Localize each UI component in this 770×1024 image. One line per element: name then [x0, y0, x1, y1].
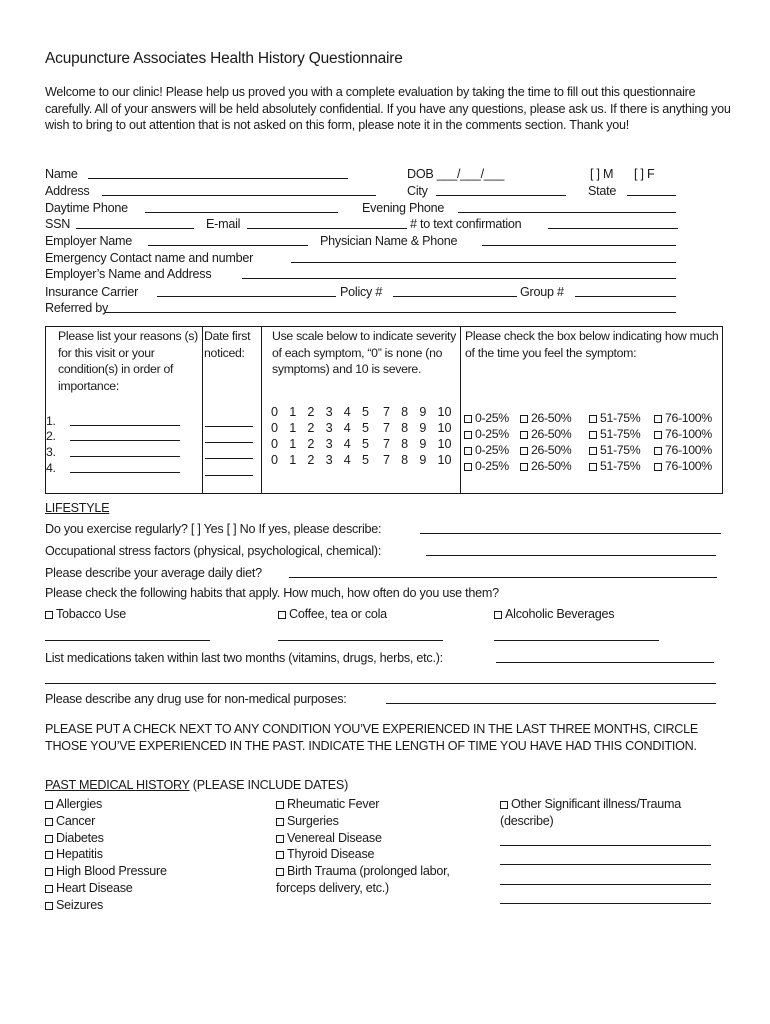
checkbox-icon[interactable]: [464, 447, 472, 455]
condition-option[interactable]: [276, 830, 382, 847]
severity-value[interactable]: 3: [325, 453, 333, 467]
email-label: E-mail: [206, 217, 241, 231]
state-field[interactable]: [627, 195, 676, 196]
frequency-option[interactable]: [464, 411, 509, 425]
condition-label: Hepatitis: [56, 847, 103, 862]
coffee-option[interactable]: [278, 606, 387, 623]
sex-female-option[interactable]: [ ] F: [634, 167, 655, 181]
severity-value[interactable]: 2: [307, 421, 315, 435]
symptom-table: [45, 326, 723, 494]
frequency-option[interactable]: [520, 459, 571, 473]
frequency-option[interactable]: [589, 459, 640, 473]
date-field-2[interactable]: [205, 442, 253, 443]
checkbox-icon[interactable]: [276, 801, 284, 809]
severity-value[interactable]: 7: [382, 453, 390, 467]
evening-phone-label: Evening Phone: [362, 201, 445, 215]
checkbox-icon[interactable]: [278, 611, 286, 619]
checkbox-icon[interactable]: [45, 611, 53, 619]
stress-label: Occupational stress factors (physical, psychological, chemical):: [45, 544, 382, 558]
severity-value[interactable]: 5: [361, 453, 369, 467]
checkbox-icon[interactable]: [45, 818, 53, 826]
emergency-contact-label: Emergency Contact name and number: [45, 251, 254, 265]
city-field[interactable]: [436, 195, 566, 196]
condition-option[interactable]: [45, 863, 167, 880]
severity-value[interactable]: 0: [271, 405, 279, 419]
condition-option[interactable]: [45, 830, 104, 847]
frequency-option[interactable]: [654, 443, 712, 457]
birth-trauma-continued: forceps delivery, etc.): [276, 881, 389, 895]
name-label: Name: [45, 167, 78, 181]
row-number-3: 3.: [46, 445, 56, 459]
condition-label: Seizures: [56, 897, 103, 912]
frequency-label: 76-100%: [665, 459, 712, 473]
checkbox-icon[interactable]: [45, 835, 53, 843]
tobacco-field[interactable]: [45, 640, 210, 641]
checkbox-icon[interactable]: [464, 415, 472, 423]
address-label: Address: [45, 184, 90, 198]
condition-label: Venereal Disease: [287, 830, 382, 845]
checkbox-icon[interactable]: [45, 801, 53, 809]
drug-use-field[interactable]: [386, 703, 716, 704]
condition-option[interactable]: [276, 846, 374, 863]
checkbox-icon[interactable]: [654, 463, 662, 471]
condition-option[interactable]: [45, 813, 95, 830]
date-field-1[interactable]: [205, 426, 253, 427]
frequency-option[interactable]: [520, 427, 571, 441]
frequency-label: 26-50%: [531, 411, 572, 425]
group-label: Group #: [520, 285, 564, 299]
reason-field-2[interactable]: [70, 440, 180, 441]
date-header: Date first noticed:: [204, 329, 251, 360]
frequency-label: 0-25%: [475, 459, 509, 473]
severity-value[interactable]: 10: [437, 405, 452, 419]
address-field[interactable]: [102, 195, 376, 196]
evening-phone-field[interactable]: [458, 212, 676, 213]
checkbox-icon[interactable]: [520, 447, 528, 455]
frequency-option[interactable]: [464, 443, 509, 457]
frequency-option[interactable]: [589, 427, 640, 441]
severity-value[interactable]: 8: [401, 421, 409, 435]
daytime-phone-field[interactable]: [145, 212, 338, 213]
frequency-option[interactable]: [464, 427, 509, 441]
checkbox-icon[interactable]: [276, 868, 284, 876]
severity-value[interactable]: 2: [307, 437, 315, 451]
row-number-4: 4.: [46, 461, 56, 475]
condition-option[interactable]: [276, 813, 339, 830]
emergency-contact-field[interactable]: [291, 262, 676, 263]
severity-scale-row[interactable]: [271, 437, 456, 451]
reason-field-3[interactable]: [70, 456, 180, 457]
ssn-label: SSN: [45, 217, 71, 231]
condition-label: Thyroid Disease: [287, 847, 375, 862]
severity-scale-row[interactable]: [271, 453, 456, 467]
page-title: Acupuncture Associates Health History Questionnaire: [45, 50, 403, 67]
date-field-3[interactable]: [205, 458, 253, 459]
condition-option[interactable]: [45, 846, 103, 863]
alcohol-option[interactable]: [494, 606, 614, 623]
instructions: PLEASE PUT A CHECK NEXT TO ANY CONDITION YOU’VE EXPERIENCED IN THE LAST THREE MONTHS, CIRCLE THOSE YOU’VE EXPERIENCED IN THE PAST. INDICATE THE LENGTH OF TIME YOU HAVE HAD THIS CONDITION.: [45, 722, 699, 753]
sex-male-option[interactable]: [ ] M: [590, 167, 614, 181]
severity-value[interactable]: 9: [419, 453, 427, 467]
medications-label: List medications taken within last two months (vitamins, drugs, herbs, etc.):: [45, 651, 443, 665]
history-heading-suffix: (PLEASE INCLUDE DATES): [189, 778, 349, 792]
severity-value[interactable]: 9: [419, 421, 427, 435]
severity-value[interactable]: 4: [343, 421, 351, 435]
frequency-label: 51-75%: [600, 443, 641, 457]
condition-label: Rheumatic Fever: [287, 797, 380, 811]
condition-option[interactable]: [276, 863, 450, 880]
reason-field-4[interactable]: [70, 472, 180, 473]
condition-label: Birth Trauma (prolonged labor,: [287, 864, 450, 879]
severity-value[interactable]: 0: [271, 421, 279, 435]
diet-field[interactable]: [289, 577, 717, 578]
severity-value[interactable]: 7: [382, 421, 390, 435]
severity-value[interactable]: 7: [382, 405, 390, 419]
frequency-label: 76-100%: [665, 411, 712, 425]
checkbox-icon[interactable]: [45, 902, 53, 910]
severity-value[interactable]: 8: [401, 405, 409, 419]
other-illness-label: Other Significant illness/Trauma: [511, 797, 682, 811]
other-field-3[interactable]: [500, 884, 711, 885]
condition-option[interactable]: [45, 796, 102, 813]
physician-field[interactable]: [482, 245, 676, 246]
frequency-option[interactable]: [654, 459, 712, 473]
condition-label: High Blood Pressure: [56, 864, 167, 879]
employer-address-field[interactable]: [242, 278, 676, 279]
ssn-field[interactable]: [76, 228, 194, 229]
severity-value[interactable]: 10: [437, 453, 452, 467]
checkbox-icon[interactable]: [520, 463, 528, 471]
condition-option[interactable]: [45, 880, 133, 897]
checkbox-icon[interactable]: [500, 801, 508, 809]
frequency-label: 51-75%: [600, 427, 641, 441]
drug-use-label: Please describe any drug use for non-medical purposes:: [45, 692, 347, 706]
condition-label: Allergies: [56, 797, 103, 811]
frequency-label: 0-25%: [475, 427, 509, 441]
name-field[interactable]: [88, 178, 348, 179]
checkbox-icon[interactable]: [276, 835, 284, 843]
stress-field[interactable]: [426, 555, 716, 556]
date-field-4[interactable]: [205, 475, 253, 476]
state-label: State: [588, 184, 617, 198]
coffee-label: Coffee, tea or cola: [289, 607, 387, 621]
physician-label: Physician Name & Phone: [320, 234, 458, 248]
insurance-label: Insurance Carrier: [45, 285, 139, 299]
frequency-option[interactable]: [464, 459, 509, 473]
frequency-label: 0-25%: [475, 411, 509, 425]
severity-value[interactable]: 5: [361, 405, 369, 419]
severity-value[interactable]: 0: [271, 437, 279, 451]
severity-value[interactable]: 2: [307, 453, 315, 467]
coffee-field[interactable]: [278, 640, 443, 641]
frequency-label: 76-100%: [665, 443, 712, 457]
checkbox-icon[interactable]: [520, 415, 528, 423]
severity-value[interactable]: 1: [289, 421, 297, 435]
condition-label: Cancer: [56, 813, 96, 828]
email-field[interactable]: [247, 228, 407, 229]
other-describe-label: (describe): [500, 814, 554, 828]
severity-value[interactable]: 4: [343, 453, 351, 467]
checkbox-icon[interactable]: [589, 447, 597, 455]
dob-label: DOB ___/___/___: [407, 167, 505, 181]
checkbox-icon[interactable]: [45, 885, 53, 893]
checkbox-icon[interactable]: [464, 463, 472, 471]
checkbox-icon[interactable]: [45, 851, 53, 859]
lifestyle-heading: LIFESTYLE: [45, 501, 110, 515]
tobacco-label: Tobacco Use: [56, 607, 127, 621]
row-number-2: 2.: [46, 429, 56, 443]
severity-value[interactable]: 9: [419, 437, 427, 451]
group-field[interactable]: [575, 296, 676, 297]
severity-value[interactable]: 10: [437, 421, 452, 435]
severity-value[interactable]: 0: [271, 453, 279, 467]
condition-label: Heart Disease: [56, 881, 133, 895]
checkbox-icon[interactable]: [589, 463, 597, 471]
text-confirm-field[interactable]: [548, 228, 678, 229]
frequency-label: 0-25%: [475, 443, 509, 457]
severity-value[interactable]: 5: [361, 421, 369, 435]
medications-field-2[interactable]: [45, 683, 716, 684]
exercise-label: Do you exercise regularly? [ ] Yes [ ] No If yes, please describe:: [45, 522, 382, 536]
checkbox-icon[interactable]: [654, 415, 662, 423]
policy-field[interactable]: [393, 296, 517, 297]
employer-name-label: Employer Name: [45, 234, 133, 248]
frequency-option[interactable]: [589, 443, 640, 457]
frequency-label: 76-100%: [665, 427, 712, 441]
daytime-phone-label: Daytime Phone: [45, 201, 128, 215]
employer-name-field[interactable]: [148, 245, 308, 246]
severity-value[interactable]: 4: [343, 405, 351, 419]
severity-value[interactable]: 1: [289, 453, 297, 467]
frequency-option[interactable]: [654, 427, 712, 441]
frequency-option[interactable]: [589, 411, 640, 425]
tobacco-option[interactable]: [45, 606, 126, 623]
severity-value[interactable]: 8: [401, 453, 409, 467]
checkbox-icon[interactable]: [276, 851, 284, 859]
history-heading: [45, 777, 348, 794]
city-label: City: [407, 184, 428, 198]
condition-label: Surgeries: [287, 813, 339, 828]
severity-value[interactable]: 1: [289, 405, 297, 419]
alcohol-field[interactable]: [494, 640, 659, 641]
severity-value[interactable]: 10: [437, 437, 452, 451]
checkbox-icon[interactable]: [654, 447, 662, 455]
severity-value[interactable]: 1: [289, 437, 297, 451]
severity-value[interactable]: 8: [401, 437, 409, 451]
habits-label: Please check the following habits that apply. How much, how often do you use them?: [45, 586, 499, 600]
checkbox-icon[interactable]: [494, 611, 502, 619]
exercise-field[interactable]: [420, 533, 721, 534]
row-number-1: 1.: [46, 414, 56, 428]
other-field-4[interactable]: [500, 903, 711, 904]
condition-option[interactable]: [45, 897, 103, 914]
reasons-header: Please list your reasons (s) for this visit or your condition(s) in order of importance:: [58, 329, 198, 393]
policy-label: Policy #: [340, 285, 383, 299]
frequency-label: 26-50%: [531, 427, 572, 441]
severity-value[interactable]: 3: [325, 421, 333, 435]
checkbox-icon[interactable]: [589, 431, 597, 439]
severity-scale-row[interactable]: [271, 421, 456, 435]
frequency-label: 51-75%: [600, 411, 641, 425]
severity-value[interactable]: 3: [325, 405, 333, 419]
frequency-header: Please check the box below indicating how much of the time you feel the symptom:: [465, 329, 719, 360]
other-illness-option[interactable]: [500, 796, 681, 813]
table-divider: [460, 327, 461, 493]
reason-field-1[interactable]: [70, 425, 180, 426]
severity-value[interactable]: 4: [343, 437, 351, 451]
frequency-option[interactable]: [654, 411, 712, 425]
condition-label: Diabetes: [56, 830, 104, 845]
referred-label: Referred by: [45, 301, 109, 315]
other-field-2[interactable]: [500, 864, 711, 865]
text-confirm-label: # to text confirmation: [410, 217, 522, 231]
severity-value[interactable]: 3: [325, 437, 333, 451]
severity-value[interactable]: 5: [361, 437, 369, 451]
frequency-option[interactable]: [520, 443, 571, 457]
history-heading-label: PAST MEDICAL HISTORY: [45, 778, 190, 792]
other-field-1[interactable]: [500, 845, 711, 846]
severity-value[interactable]: 2: [307, 405, 315, 419]
referred-field[interactable]: [105, 312, 676, 313]
severity-scale-row[interactable]: [271, 405, 456, 419]
insurance-field[interactable]: [157, 296, 336, 297]
checkbox-icon[interactable]: [45, 868, 53, 876]
checkbox-icon[interactable]: [654, 431, 662, 439]
frequency-label: 26-50%: [531, 443, 572, 457]
checkbox-icon[interactable]: [276, 818, 284, 826]
condition-option[interactable]: [276, 796, 379, 813]
employer-address-label: Employer’s Name and Address: [45, 267, 212, 281]
frequency-label: 51-75%: [600, 459, 641, 473]
intro-paragraph: Welcome to our clinic! Please help us proved you with a complete evaluation by taking the time to fill out this questionnaire carefully. All of your answers will be held absolutely confidential. If you have any questions, please ask us. If there is anything you wish to bring to out attention that is not asked on this form, please note it in the comments section. Thank you!: [45, 85, 731, 133]
severity-value[interactable]: 7: [382, 437, 390, 451]
frequency-label: 26-50%: [531, 459, 572, 473]
diet-label: Please describe your average daily diet?: [45, 566, 262, 580]
checkbox-icon[interactable]: [589, 415, 597, 423]
severity-value[interactable]: 9: [419, 405, 427, 419]
severity-header: Use scale below to indicate severity of each symptom, “0” is none (no symptoms) and 10 is severe.: [272, 329, 456, 377]
frequency-option[interactable]: [520, 411, 571, 425]
checkbox-icon[interactable]: [464, 431, 472, 439]
alcohol-label: Alcoholic Beverages: [505, 607, 615, 621]
medications-field[interactable]: [496, 662, 714, 663]
checkbox-icon[interactable]: [520, 431, 528, 439]
